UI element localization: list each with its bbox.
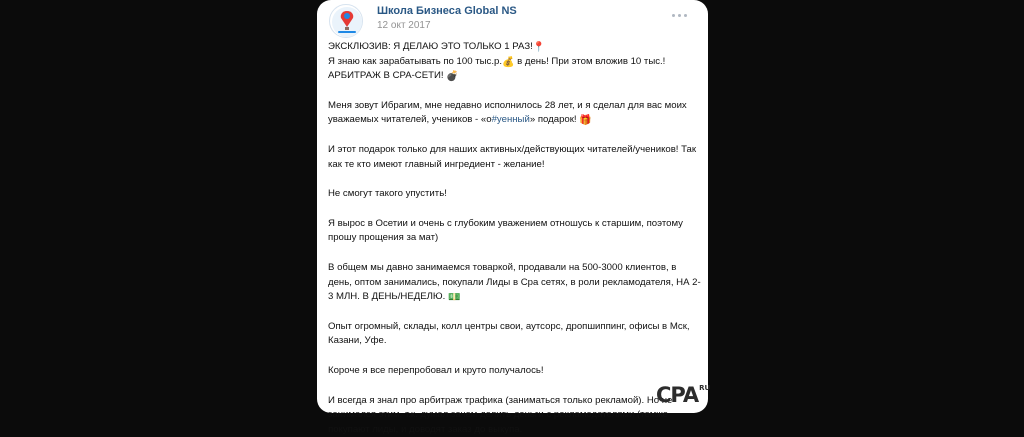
text-line: Я знаю как зарабатывать по 100 тыс.р. xyxy=(328,56,502,67)
post-card xyxy=(317,0,708,413)
paragraph: Я вырос в Осетии и очень с глубоким уважением отношусь к старшим, поэтому прошу прощения за мат) xyxy=(328,217,702,246)
headline-line: ЭКСКЛЮЗИВ: Я ДЕЛАЮ ЭТО ТОЛЬКО 1 РАЗ! xyxy=(328,41,533,52)
text-line: АРБИТРАЖ В CPA-СЕТИ! xyxy=(328,70,444,81)
text-line: в день! При этом вложив 10 тыс.! xyxy=(514,56,665,67)
dot xyxy=(672,14,675,17)
paragraph: Не смогут такого упустить! xyxy=(328,187,702,202)
watermark-main: CPA xyxy=(656,383,698,407)
dot xyxy=(678,14,681,17)
bomb-icon: 💣 xyxy=(446,72,458,82)
money-bag-icon: 💰 xyxy=(502,58,514,68)
paragraph: И всегда я знал про арбитраж трафика (заниматься только рекламой). Но не занимался этим, т.к. думал зачем делить деньги с рекламодателями (темже покупают лиды, и доводят заказ до выкупа. xyxy=(328,394,702,437)
pin-icon: 📍 xyxy=(533,43,545,53)
cash-icon: 💵 xyxy=(448,293,460,303)
community-name-link[interactable]: Школа Бизнеса Global NS xyxy=(377,5,517,17)
globe-balloon-logo-icon xyxy=(330,5,364,39)
paragraph: И этот подарок только для наших активных/действующих читателей/учеников! Так как те кто имеют главный ингредиент - желание! xyxy=(328,143,702,172)
gift-icon: 🎁 xyxy=(579,116,591,126)
post-text xyxy=(328,40,702,437)
paragraph: Короче я все перепробовал и круто получалось! xyxy=(328,364,702,379)
hashtag-link[interactable]: #уенный xyxy=(492,114,530,125)
watermark-logo xyxy=(656,376,710,400)
dot xyxy=(684,14,687,17)
watermark-suffix: RU xyxy=(699,384,710,392)
post-date[interactable]: 12 окт 2017 xyxy=(377,20,431,31)
post-header xyxy=(329,4,698,38)
more-options-icon[interactable] xyxy=(672,10,688,20)
paragraph: Меня зовут Ибрагим, мне недавно исполнилось 28 лет, и я сделал для вас моих уважаемых читателей, учеников - «о xyxy=(328,100,687,126)
paragraph: В общем мы давно занимаемся товаркой, продавали на 500-3000 клиентов, в день, оптом занимались, покупали Лиды в Cpa сетях, в роли рекламодателя, НА 2-3 МЛН. В ДЕНЬ/НЕДЕЛЮ. xyxy=(328,262,701,302)
paragraph: » подарок! xyxy=(530,114,577,125)
community-avatar[interactable] xyxy=(329,4,363,38)
paragraph: Опыт огромный, склады, колл центры свои, аутсорс, дропшиппинг, офисы в Мск, Казани, Уфе. xyxy=(328,320,702,349)
